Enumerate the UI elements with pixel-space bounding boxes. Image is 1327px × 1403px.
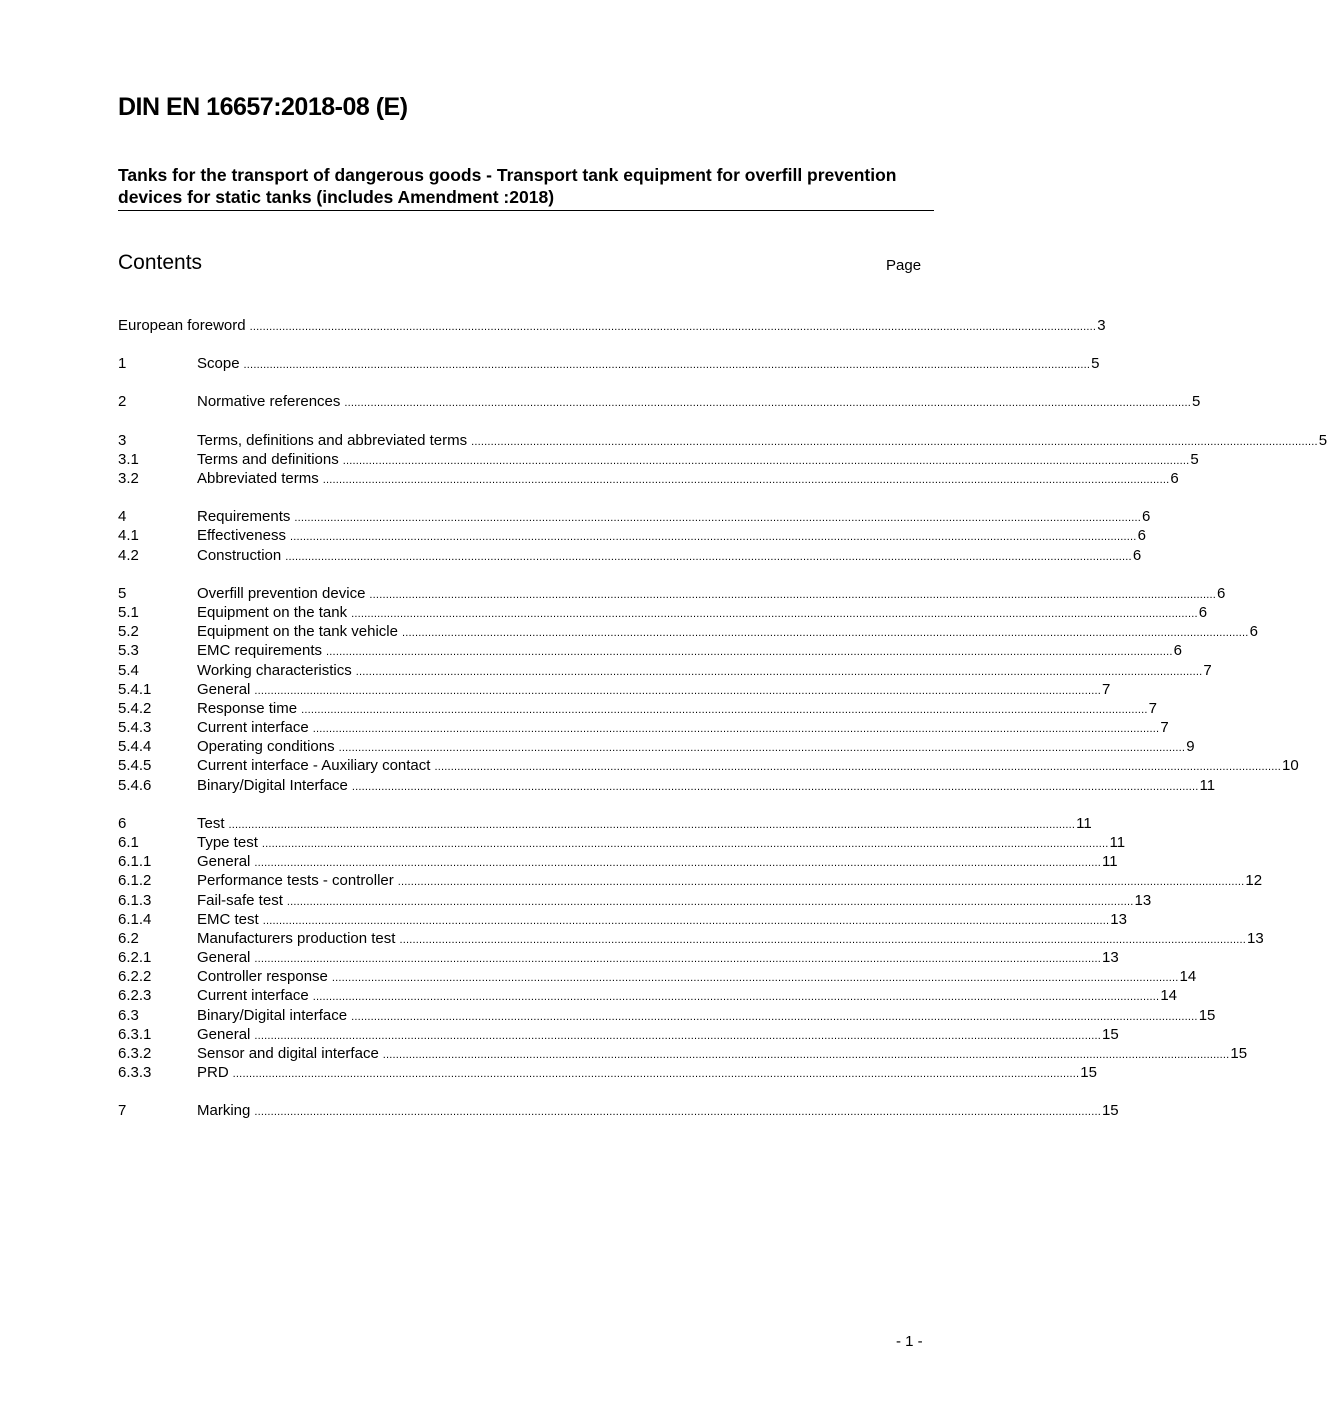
toc-entry-page: 6 xyxy=(1132,547,1142,564)
toc-dot-leader: .................................................................................................................................................................................................................................................................... xyxy=(397,876,1245,888)
toc-dot-leader: .................................................................................................................................................................................................................................................................... xyxy=(355,666,1203,678)
toc-entry-number: 5.2 xyxy=(118,623,139,640)
toc-dot-leader: .................................................................................................................................................................................................................................................................... xyxy=(262,915,1110,927)
toc-entry-label: Construction xyxy=(197,547,282,564)
toc-entry-number: 6.2.3 xyxy=(118,987,152,1004)
toc-entry-label: Equipment on the tank xyxy=(197,604,348,621)
toc-entry-label: European foreword xyxy=(118,317,246,334)
toc-dot-leader: .................................................................................................................................................................................................................................................................... xyxy=(382,1049,1230,1061)
toc-entry-page: 6 xyxy=(1217,585,1226,602)
toc-entry-page: 10 xyxy=(1282,757,1299,774)
toc-entry-number: 5.4 xyxy=(118,662,139,679)
toc-dot-leader: .................................................................................................................................................................................................................................................................... xyxy=(254,953,1101,965)
document-id: DIN EN 16657:2018-08 (E) xyxy=(118,93,408,121)
toc-entry-label: Operating conditions xyxy=(197,738,335,755)
toc-dot-leader: .................................................................................................................................................................................................................................................................... xyxy=(326,646,1173,658)
toc-entry-number: 5 xyxy=(118,585,127,602)
toc-entry-page: 6 xyxy=(1198,604,1208,621)
toc-entry[interactable] xyxy=(118,469,1179,488)
toc-dot-leader: .................................................................................................................................................................................................................................................................... xyxy=(312,723,1160,735)
toc-dot-leader: .................................................................................................................................................................................................................................................................... xyxy=(294,512,1141,524)
toc-entry[interactable] xyxy=(118,1025,1119,1044)
toc-entry-page: 5 xyxy=(1192,393,1201,410)
toc-entry-label: Marking xyxy=(197,1102,251,1119)
toc-entry-number: 5.4.3 xyxy=(118,719,152,736)
toc-entry-label: Current interface xyxy=(197,987,309,1004)
toc-entry-label: General xyxy=(197,949,251,966)
toc-entry[interactable] xyxy=(118,699,1158,718)
toc-entry-label: Manufacturers production test xyxy=(197,930,396,947)
toc-entry-label: Normative references xyxy=(197,393,341,410)
toc-entry-page: 11 xyxy=(1199,777,1216,794)
toc-entry[interactable] xyxy=(118,1044,1248,1063)
toc-dot-leader: .................................................................................................................................................................................................................................................................... xyxy=(338,742,1186,754)
toc-entry[interactable] xyxy=(118,354,1100,373)
toc-entry-number: 5.1 xyxy=(118,604,139,621)
toc-entry-page: 15 xyxy=(1101,1026,1119,1043)
toc-dot-leader: .................................................................................................................................................................................................................................................................... xyxy=(289,531,1137,543)
title-underline-divider xyxy=(118,210,934,211)
toc-entry-label: Controller response xyxy=(197,968,328,985)
toc-entry[interactable] xyxy=(118,641,1182,660)
toc-entry-number: 5.4.1 xyxy=(118,681,152,698)
toc-dot-leader: .................................................................................................................................................................................................................................................................... xyxy=(261,838,1109,850)
toc-entry-number: 6 xyxy=(118,815,127,832)
toc-entry-number: 6.2.1 xyxy=(118,949,152,966)
toc-entry-page: 13 xyxy=(1110,911,1127,928)
toc-entry[interactable] xyxy=(118,680,1111,699)
toc-dot-leader: .................................................................................................................................................................................................................................................................... xyxy=(228,819,1076,831)
toc-entry-page: 15 xyxy=(1101,1102,1119,1119)
toc-entry-label: Performance tests - controller xyxy=(197,872,394,889)
toc-entry-number: 3.1 xyxy=(118,451,139,468)
toc-entry-page: 5 xyxy=(1318,432,1327,449)
toc-entry-page: 11 xyxy=(1076,815,1092,832)
toc-entry[interactable] xyxy=(118,526,1146,545)
toc-entry-number: 3.2 xyxy=(118,470,139,487)
toc-entry[interactable] xyxy=(118,316,1106,335)
toc-entry[interactable] xyxy=(118,450,1199,469)
toc-entry[interactable] xyxy=(118,431,1327,450)
toc-entry-page: 7 xyxy=(1101,681,1111,698)
toc-entry-number: 5.4.2 xyxy=(118,700,152,717)
toc-entry-number: 4.2 xyxy=(118,547,139,564)
toc-dot-leader: .................................................................................................................................................................................................................................................................... xyxy=(254,857,1101,869)
toc-entry-label: Current interface xyxy=(197,719,309,736)
toc-entry-number: 5.4.4 xyxy=(118,738,152,755)
toc-entry-page: 6 xyxy=(1142,508,1151,525)
toc-entry-label: Current interface - Auxiliary contact xyxy=(197,757,431,774)
toc-entry-number: 6.2 xyxy=(118,930,139,947)
toc-dot-leader: .................................................................................................................................................................................................................................................................... xyxy=(401,627,1249,639)
toc-entry-label: Terms and definitions xyxy=(197,451,339,468)
toc-entry-number: 4.1 xyxy=(118,527,139,544)
toc-entry-label: Scope xyxy=(197,355,240,372)
toc-entry-page: 7 xyxy=(1160,719,1169,736)
toc-entry-label: Test xyxy=(197,815,225,832)
toc-entry[interactable] xyxy=(118,756,1299,775)
toc-entry-number: 6.3.3 xyxy=(118,1064,152,1081)
toc-entry-label: Equipment on the tank vehicle xyxy=(197,623,398,640)
toc-entry-page: 5 xyxy=(1091,355,1100,372)
toc-dot-leader: .................................................................................................................................................................................................................................................................... xyxy=(243,359,1091,371)
toc-entry[interactable] xyxy=(118,852,1118,871)
toc-entry[interactable] xyxy=(118,986,1178,1005)
toc-dot-leader: .................................................................................................................................................................................................................................................................... xyxy=(249,321,1097,333)
toc-dot-leader: .................................................................................................................................................................................................................................................................... xyxy=(254,1106,1101,1118)
toc-entry-number: 3 xyxy=(118,432,127,449)
toc-entry[interactable] xyxy=(118,507,1151,526)
toc-dot-leader: .................................................................................................................................................................................................................................................................... xyxy=(312,991,1160,1003)
toc-entry-page: 15 xyxy=(1230,1045,1248,1062)
toc-entry[interactable] xyxy=(118,737,1195,756)
toc-entry-page: 13 xyxy=(1134,892,1152,909)
toc-entry-number: 7 xyxy=(118,1102,127,1119)
toc-entry-page: 7 xyxy=(1148,700,1158,717)
toc-entry-number: 5.4.5 xyxy=(118,757,152,774)
toc-dot-leader: .................................................................................................................................................................................................................................................................... xyxy=(344,397,1191,409)
toc-dot-leader: .................................................................................................................................................................................................................................................................... xyxy=(286,896,1134,908)
toc-entry[interactable] xyxy=(118,392,1201,411)
toc-dot-leader: .................................................................................................................................................................................................................................................................... xyxy=(232,1068,1080,1080)
toc-dot-leader: .................................................................................................................................................................................................................................................................... xyxy=(254,1030,1101,1042)
toc-entry-label: Binary/Digital Interface xyxy=(197,777,348,794)
toc-entry-label: Overfill prevention device xyxy=(197,585,366,602)
toc-entry[interactable] xyxy=(118,1101,1119,1120)
toc-entry[interactable] xyxy=(118,1063,1097,1082)
page-column-label: Page xyxy=(886,257,922,274)
contents-heading: Contents xyxy=(118,251,203,274)
toc-entry-page: 14 xyxy=(1160,987,1178,1004)
toc-entry-number: 6.3.1 xyxy=(118,1026,152,1043)
toc-entry-label: Terms, definitions and abbreviated terms xyxy=(197,432,468,449)
toc-entry-number: 6.1.1 xyxy=(118,853,152,870)
toc-entry-page: 6 xyxy=(1173,642,1182,659)
document-title: Tanks for the transport of dangerous goods - Transport tank equipment for overfill prevention devices for static tanks (includes Amendment :2018) xyxy=(118,165,897,207)
toc-entry-label: PRD xyxy=(197,1064,229,1081)
toc-dot-leader: .................................................................................................................................................................................................................................................................... xyxy=(322,474,1170,486)
toc-dot-leader: .................................................................................................................................................................................................................................................................... xyxy=(471,436,1318,448)
toc-entry-page: 15 xyxy=(1080,1064,1097,1081)
toc-entry-page: 14 xyxy=(1179,968,1197,985)
toc-entry-label: General xyxy=(197,681,251,698)
toc-entry-page: 12 xyxy=(1245,872,1263,889)
toc-entry-page: 11 xyxy=(1101,853,1118,870)
toc-entry-number: 6.1.4 xyxy=(118,911,152,928)
toc-entry-number: 4 xyxy=(118,508,127,525)
toc-entry-label: Response time xyxy=(197,700,298,717)
toc-entry[interactable] xyxy=(118,776,1216,795)
toc-dot-leader: .................................................................................................................................................................................................................................................................... xyxy=(369,589,1217,601)
toc-entry[interactable] xyxy=(118,967,1197,986)
toc-entry[interactable] xyxy=(118,929,1264,948)
toc-entry-page: 15 xyxy=(1198,1007,1216,1024)
toc-dot-leader: .................................................................................................................................................................................................................................................................... xyxy=(331,972,1179,984)
toc-dot-leader: .................................................................................................................................................................................................................................................................... xyxy=(434,761,1282,773)
toc-entry[interactable] xyxy=(118,814,1092,833)
toc-dot-leader: .................................................................................................................................................................................................................................................................... xyxy=(342,455,1190,467)
toc-dot-leader: .................................................................................................................................................................................................................................................................... xyxy=(399,934,1247,946)
toc-entry-page: 7 xyxy=(1203,662,1212,679)
toc-dot-leader: .................................................................................................................................................................................................................................................................... xyxy=(254,685,1101,697)
toc-entry-page: 13 xyxy=(1101,949,1119,966)
toc-dot-leader: .................................................................................................................................................................................................................................................................... xyxy=(351,781,1199,793)
toc-entry-page: 6 xyxy=(1249,623,1258,640)
toc-entry-page: 13 xyxy=(1247,930,1264,947)
toc-dot-leader: .................................................................................................................................................................................................................................................................... xyxy=(351,608,1198,620)
toc-entry-page: 6 xyxy=(1170,470,1179,487)
toc-entry[interactable] xyxy=(118,871,1263,890)
toc-dot-leader: .................................................................................................................................................................................................................................................................... xyxy=(351,1011,1198,1023)
toc-entry-number: 6.1.3 xyxy=(118,892,152,909)
footer-page-number: - 1 - xyxy=(896,1333,923,1350)
toc-entry[interactable] xyxy=(118,546,1142,565)
toc-entry-label: Requirements xyxy=(197,508,291,525)
toc-entry-page: 11 xyxy=(1109,834,1126,851)
toc-entry-label: Fail-safe test xyxy=(197,892,283,909)
toc-entry[interactable] xyxy=(118,584,1226,603)
toc-entry-label: Type test xyxy=(197,834,258,851)
toc-entry[interactable] xyxy=(118,622,1258,641)
toc-entry-label: General xyxy=(197,853,251,870)
toc-entry-label: Binary/Digital interface xyxy=(197,1007,348,1024)
toc-entry-number: 6.1.2 xyxy=(118,872,152,889)
toc-entry-page: 6 xyxy=(1137,527,1146,544)
toc-dot-leader: .................................................................................................................................................................................................................................................................... xyxy=(285,551,1132,563)
toc-entry[interactable] xyxy=(118,1006,1216,1025)
toc-entry-label: Working characteristics xyxy=(197,662,352,679)
toc-entry-number: 6.2.2 xyxy=(118,968,152,985)
toc-entry-label: Abbreviated terms xyxy=(197,470,319,487)
toc-entry-label: Effectiveness xyxy=(197,527,286,544)
toc-entry-label: Sensor and digital interface xyxy=(197,1045,379,1062)
toc-entry-number: 1 xyxy=(118,355,127,372)
toc-dot-leader: .................................................................................................................................................................................................................................................................... xyxy=(301,704,1148,716)
toc-entry-page: 3 xyxy=(1097,317,1106,334)
toc-entry-label: General xyxy=(197,1026,251,1043)
toc-entry[interactable] xyxy=(118,891,1152,910)
toc-entry[interactable] xyxy=(118,948,1119,967)
toc-entry-number: 6.1 xyxy=(118,834,139,851)
toc-entry-number: 6.3 xyxy=(118,1007,139,1024)
toc-entry-number: 2 xyxy=(118,393,127,410)
toc-entry-label: EMC requirements xyxy=(197,642,323,659)
toc-entry-page: 9 xyxy=(1186,738,1195,755)
toc-entry[interactable] xyxy=(118,910,1127,929)
toc-entry-page: 5 xyxy=(1190,451,1199,468)
toc-entry-number: 5.3 xyxy=(118,642,139,659)
toc-entry-number: 6.3.2 xyxy=(118,1045,152,1062)
toc-entry[interactable] xyxy=(118,718,1169,737)
toc-entry-number: 5.4.6 xyxy=(118,777,152,794)
toc-entry-label: EMC test xyxy=(197,911,259,928)
toc-entry[interactable] xyxy=(118,603,1208,622)
toc-entry[interactable] xyxy=(118,661,1212,680)
toc-entry[interactable] xyxy=(118,833,1126,852)
